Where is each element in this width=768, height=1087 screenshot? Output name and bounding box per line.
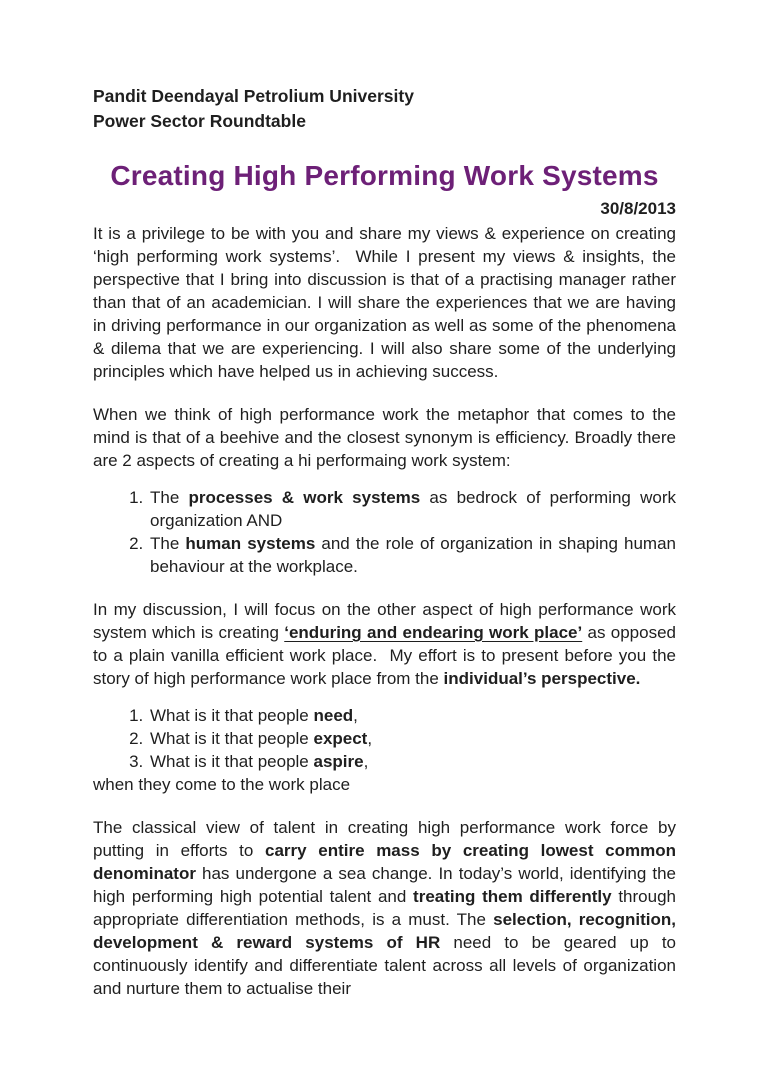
body-text: It is a privilege to be with you and share my views & experience on creating ‘high performing work systems’. While I present my views & insights, the perspective that I bring into discussion is that of a practising manager rather than that of an academician. I will share the experiences that we are having in driving performance in our organization as well as some of the phenomena & dilema that we are experiencing. I will also share some of the underlying principles which have helped us in achieving success.	[93, 224, 676, 381]
emphasis-text: treating them differently	[413, 887, 612, 906]
org-name: Pandit Deendayal Petrolium University	[93, 86, 414, 106]
emphasis-text: ‘enduring and endearing work place’	[284, 623, 583, 642]
body-text: In my discussion, I will focus on the other aspect of high performance work system which is creating	[93, 600, 676, 642]
body-text: The	[150, 488, 189, 507]
paragraph	[93, 598, 676, 690]
body-text: What is it that people	[150, 706, 314, 725]
body-text: The classical view of talent in creating high performance work force by putting in efforts to	[93, 818, 676, 860]
body-text: through appropriate differentiation methods, is a must. The	[93, 887, 676, 929]
numbered-list	[93, 704, 676, 773]
paragraph	[93, 222, 676, 383]
body-text: has undergone a sea change. In today’s world, identifying the high performing high potential talent and	[93, 864, 676, 906]
emphasis-text: human systems	[185, 534, 316, 553]
page-title: Creating High Performing Work Systems	[110, 160, 659, 191]
document-date: 30/8/2013	[600, 199, 676, 218]
list-item	[148, 750, 676, 773]
body-text: ,	[353, 706, 358, 725]
list-item	[148, 486, 676, 532]
emphasis-text: expect	[313, 729, 368, 748]
body-text: What is it that people	[150, 752, 314, 771]
emphasis-text: aspire	[313, 752, 364, 771]
body-text: The	[150, 534, 186, 553]
list-trailing-text: when they come to the work place	[93, 775, 351, 794]
emphasis-text: carry entire mass by creating lowest common denominator	[93, 841, 676, 883]
body-text: What is it that people	[150, 729, 314, 748]
list-item	[148, 532, 676, 578]
event-name: Power Sector Roundtable	[93, 111, 306, 131]
emphasis-text: processes & work systems	[188, 488, 421, 507]
body-text: need to be geared up to continuously identify and differentiate talent across all levels of organization and nurture them to actualise their	[93, 933, 676, 998]
body-text: ,	[367, 729, 373, 748]
list-item	[148, 704, 676, 727]
body-text: When we think of high performance work the metaphor that comes to the mind is that of a beehive and the closest synonym is efficiency. Broadly there are 2 aspects of creating a hi performaing work system:	[93, 405, 676, 470]
emphasis-text: selection, recognition, development & reward systems of HR	[93, 910, 677, 952]
body-text: and the role of organization in shaping human behaviour at the workplace.	[150, 534, 676, 576]
body-text: as bedrock of performing work organization AND	[150, 488, 676, 530]
body-text: ,	[363, 752, 369, 771]
document-body	[93, 222, 676, 1000]
body-text: as opposed to a plain vanilla efficient work place. My effort is to present before you the story of high performance work place from the	[93, 623, 676, 688]
paragraph	[93, 403, 676, 472]
emphasis-text: need	[313, 706, 354, 725]
emphasis-text: individual’s perspective.	[443, 669, 641, 688]
document-header	[93, 84, 676, 134]
numbered-list	[93, 486, 676, 578]
paragraph	[93, 816, 676, 1000]
list-item	[148, 727, 676, 750]
